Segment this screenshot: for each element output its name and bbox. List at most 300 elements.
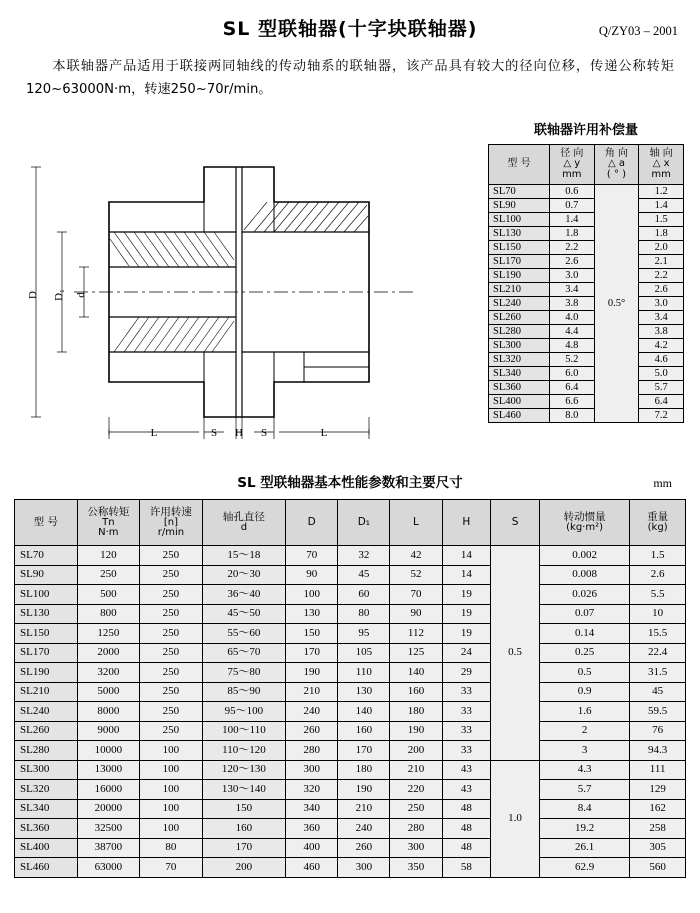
cell-axial: 5.0 (639, 367, 684, 381)
cell-L: 125 (390, 643, 442, 663)
cell-L: 350 (390, 858, 442, 878)
cell-bore: 120～130 (202, 760, 285, 780)
main-table-unit: mm (653, 476, 672, 491)
cell-radial: 3.0 (549, 269, 594, 283)
main-parameters-table (14, 499, 686, 878)
cell-D1: 180 (338, 760, 390, 780)
comp-header-axial-line2: △ x (652, 158, 670, 170)
cell-inertia: 0.14 (539, 624, 629, 644)
cell-inertia: 5.7 (539, 780, 629, 800)
table-row (15, 624, 686, 644)
coupling-assembly-drawing (14, 127, 484, 457)
cell-D: 260 (286, 721, 338, 741)
cell-D1: 160 (338, 721, 390, 741)
cell-D: 340 (286, 799, 338, 819)
cell-model: SL240 (489, 297, 550, 311)
cell-D: 300 (286, 760, 338, 780)
cell-model: SL400 (15, 838, 78, 858)
cell-axial: 4.2 (639, 339, 684, 353)
table-row (489, 367, 684, 381)
table-row (489, 213, 684, 227)
cell-torque: 16000 (77, 780, 140, 800)
table-row (489, 227, 684, 241)
table-row (489, 269, 684, 283)
cell-weight: 31.5 (630, 663, 686, 683)
cell-inertia: 0.25 (539, 643, 629, 663)
cell-D: 100 (286, 585, 338, 605)
cell-H: 48 (442, 799, 491, 819)
cell-inertia: 0.026 (539, 585, 629, 605)
cell-model: SL400 (489, 395, 550, 409)
cell-D: 170 (286, 643, 338, 663)
table-row (15, 546, 686, 566)
cell-model: SL150 (489, 241, 550, 255)
cell-D: 400 (286, 838, 338, 858)
cell-weight: 22.4 (630, 643, 686, 663)
cell-bore: 130～140 (202, 780, 285, 800)
cell-D1: 32 (338, 546, 390, 566)
cell-D1: 240 (338, 819, 390, 839)
cell-L: 300 (390, 838, 442, 858)
cell-model: SL130 (489, 227, 550, 241)
cell-radial: 2.2 (549, 241, 594, 255)
cell-inertia: 0.5 (539, 663, 629, 683)
table-row (489, 395, 684, 409)
cell-torque: 250 (77, 565, 140, 585)
table-row (489, 241, 684, 255)
cell-bore: 160 (202, 819, 285, 839)
main-header-S (491, 500, 540, 546)
cell-radial: 6.4 (549, 381, 594, 395)
main-header-torque (77, 500, 140, 546)
label-d: d (75, 292, 87, 298)
main-header-S-label: S (511, 516, 519, 529)
cell-axial: 3.4 (639, 311, 684, 325)
cell-model: SL100 (15, 585, 78, 605)
cell-model: SL90 (15, 565, 78, 585)
cell-model: SL300 (489, 339, 550, 353)
cell-D: 130 (286, 604, 338, 624)
comp-header-radial (549, 145, 594, 185)
cell-bore: 170 (202, 838, 285, 858)
cell-axial: 2.6 (639, 283, 684, 297)
main-header-bore-line2: d (240, 521, 248, 533)
cell-speed: 100 (140, 741, 203, 761)
cell-radial: 3.8 (549, 297, 594, 311)
cell-bore: 15～18 (202, 546, 285, 566)
main-header-weight-line2: (kg) (647, 521, 668, 533)
page-header (0, 0, 700, 41)
cell-axial: 7.2 (639, 409, 684, 423)
cell-L: 220 (390, 780, 442, 800)
cell-torque: 500 (77, 585, 140, 605)
cell-L: 200 (390, 741, 442, 761)
cell-radial: 6.0 (549, 367, 594, 381)
cell-bore: 65～70 (202, 643, 285, 663)
cell-inertia: 8.4 (539, 799, 629, 819)
cell-H: 24 (442, 643, 491, 663)
cell-radial: 4.0 (549, 311, 594, 325)
table-row (489, 339, 684, 353)
cell-axial: 2.0 (639, 241, 684, 255)
label-L-left: L (150, 427, 158, 440)
cell-model: SL70 (489, 185, 550, 199)
table-row (15, 721, 686, 741)
cell-torque: 38700 (77, 838, 140, 858)
cell-torque: 5000 (77, 682, 140, 702)
cell-weight: 111 (630, 760, 686, 780)
cell-weight: 258 (630, 819, 686, 839)
cell-D1: 45 (338, 565, 390, 585)
cell-model: SL360 (489, 381, 550, 395)
cell-weight: 129 (630, 780, 686, 800)
cell-model: SL150 (15, 624, 78, 644)
comp-header-model (489, 145, 550, 185)
cell-torque: 3200 (77, 663, 140, 683)
coupling-drawing-svg (14, 127, 484, 457)
cell-axial: 3.8 (639, 325, 684, 339)
table-row (489, 325, 684, 339)
compensation-table (488, 144, 684, 423)
cell-inertia: 2 (539, 721, 629, 741)
main-table-title: SL 型联轴器基本性能参数和主要尺寸 (237, 475, 463, 492)
cell-weight: 59.5 (630, 702, 686, 722)
cell-speed: 250 (140, 546, 203, 566)
main-header-speed-line3: r/min (157, 527, 185, 539)
cell-H: 43 (442, 780, 491, 800)
cell-radial: 0.7 (549, 199, 594, 213)
cell-L: 190 (390, 721, 442, 741)
comp-header-angular-line3: ( ° ) (606, 168, 627, 180)
cell-bore: 36～40 (202, 585, 285, 605)
cell-L: 70 (390, 585, 442, 605)
cell-model: SL340 (15, 799, 78, 819)
main-header-weight-line1: 重量 (647, 510, 669, 523)
cell-radial: 2.6 (549, 255, 594, 269)
cell-model: SL190 (489, 269, 550, 283)
cell-weight: 560 (630, 858, 686, 878)
cell-D1: 170 (338, 741, 390, 761)
cell-speed: 80 (140, 838, 203, 858)
cell-bore: 110～120 (202, 741, 285, 761)
cell-speed: 250 (140, 604, 203, 624)
cell-H: 33 (442, 702, 491, 722)
cell-D1: 80 (338, 604, 390, 624)
cell-D1: 130 (338, 682, 390, 702)
cell-weight: 1.5 (630, 546, 686, 566)
cell-D: 240 (286, 702, 338, 722)
table-row (489, 199, 684, 213)
table-row (15, 643, 686, 663)
cell-model: SL460 (489, 409, 550, 423)
comp-header-axial-line1: 轴 向 (649, 147, 673, 159)
compensation-table-section (488, 119, 684, 423)
cell-H: 29 (442, 663, 491, 683)
cell-D1: 300 (338, 858, 390, 878)
table-header-row (15, 500, 686, 546)
cell-D1: 95 (338, 624, 390, 644)
cell-model: SL210 (15, 682, 78, 702)
cell-torque: 63000 (77, 858, 140, 878)
cell-H: 33 (442, 682, 491, 702)
main-header-H (442, 500, 491, 546)
cell-torque: 20000 (77, 799, 140, 819)
cell-model: SL260 (489, 311, 550, 325)
cell-D1: 110 (338, 663, 390, 683)
cell-radial: 8.0 (549, 409, 594, 423)
cell-bore: 45～50 (202, 604, 285, 624)
cell-inertia: 3 (539, 741, 629, 761)
table-row (15, 741, 686, 761)
main-header-inertia-line2: (kg·m²) (566, 521, 604, 533)
cell-weight: 162 (630, 799, 686, 819)
cell-H: 48 (442, 838, 491, 858)
cell-inertia: 0.008 (539, 565, 629, 585)
cell-weight: 10 (630, 604, 686, 624)
cell-inertia: 0.002 (539, 546, 629, 566)
main-header-D1 (338, 500, 390, 546)
cell-inertia: 26.1 (539, 838, 629, 858)
cell-H: 19 (442, 624, 491, 644)
cell-axial: 2.1 (639, 255, 684, 269)
cell-bore: 95～100 (202, 702, 285, 722)
main-header-L (390, 500, 442, 546)
label-L-right: L (320, 427, 328, 440)
main-header-model-line1: 型 号 (33, 516, 58, 529)
cell-torque: 10000 (77, 741, 140, 761)
main-table-body (15, 546, 686, 878)
cell-speed: 250 (140, 663, 203, 683)
cell-torque: 8000 (77, 702, 140, 722)
cell-L: 280 (390, 819, 442, 839)
comp-header-radial-line3: mm (562, 168, 582, 180)
cell-radial: 1.4 (549, 213, 594, 227)
cell-torque: 120 (77, 546, 140, 566)
cell-L: 140 (390, 663, 442, 683)
cell-axial: 1.5 (639, 213, 684, 227)
cell-L: 180 (390, 702, 442, 722)
cell-radial: 6.6 (549, 395, 594, 409)
main-header-bore (202, 500, 285, 546)
cell-bore: 20～30 (202, 565, 285, 585)
cell-D1: 260 (338, 838, 390, 858)
cell-H: 14 (442, 565, 491, 585)
main-header-torque-line2: Tn (102, 516, 115, 528)
cell-axial: 3.0 (639, 297, 684, 311)
cell-L: 112 (390, 624, 442, 644)
main-header-D (286, 500, 338, 546)
cell-radial: 1.8 (549, 227, 594, 241)
cell-model: SL320 (489, 353, 550, 367)
cell-axial: 1.8 (639, 227, 684, 241)
cell-torque: 32500 (77, 819, 140, 839)
standard-code: Q/ZY03 – 2001 (598, 24, 678, 38)
cell-model: SL130 (15, 604, 78, 624)
table-row (15, 702, 686, 722)
cell-angular: 0.5° (594, 185, 639, 423)
cell-bore: 55～60 (202, 624, 285, 644)
cell-speed: 100 (140, 780, 203, 800)
main-header-D1-label: D₁ (357, 516, 370, 529)
page-title: SL 型联轴器(十字块联轴器) (222, 18, 478, 40)
cell-bore: 100～110 (202, 721, 285, 741)
table-row (489, 297, 684, 311)
comp-header-radial-line2: △ y (563, 158, 581, 170)
table-row (15, 799, 686, 819)
label-S-left: S (210, 427, 218, 440)
cell-torque: 800 (77, 604, 140, 624)
comp-header-axial-line3: mm (651, 168, 671, 180)
cell-speed: 70 (140, 858, 203, 878)
cell-speed: 100 (140, 760, 203, 780)
cell-inertia: 4.3 (539, 760, 629, 780)
main-header-model (15, 500, 78, 546)
cell-radial: 4.4 (549, 325, 594, 339)
label-S-right: S (260, 427, 268, 440)
cell-L: 42 (390, 546, 442, 566)
cell-L: 210 (390, 760, 442, 780)
cell-torque: 1250 (77, 624, 140, 644)
main-header-torque-line1: 公称转矩 (87, 505, 130, 518)
comp-header-angular-line1: 角 向 (604, 147, 629, 159)
cell-D: 320 (286, 780, 338, 800)
cell-D1: 60 (338, 585, 390, 605)
cell-L: 160 (390, 682, 442, 702)
table-row (489, 353, 684, 367)
main-header-L-label: L (413, 516, 419, 529)
comp-header-angular-line2: △ a (607, 158, 625, 170)
cell-model: SL460 (15, 858, 78, 878)
cell-speed: 250 (140, 585, 203, 605)
comp-header-model-line1: 型 号 (507, 158, 531, 170)
cell-inertia: 0.07 (539, 604, 629, 624)
table-row (15, 819, 686, 839)
cell-speed: 250 (140, 702, 203, 722)
cell-model: SL170 (489, 255, 550, 269)
cell-D: 460 (286, 858, 338, 878)
cell-weight: 94.3 (630, 741, 686, 761)
cell-model: SL260 (15, 721, 78, 741)
main-header-D-label: D (307, 516, 316, 529)
cell-weight: 305 (630, 838, 686, 858)
cell-L: 52 (390, 565, 442, 585)
cell-S-group1: 0.5 (491, 546, 540, 761)
cell-inertia: 1.6 (539, 702, 629, 722)
cell-H: 19 (442, 604, 491, 624)
cell-H: 43 (442, 760, 491, 780)
cell-torque: 2000 (77, 643, 140, 663)
cell-D: 210 (286, 682, 338, 702)
cell-H: 33 (442, 721, 491, 741)
table-row (15, 682, 686, 702)
cell-model: SL340 (489, 367, 550, 381)
comp-header-axial (639, 145, 684, 185)
table-row (15, 565, 686, 585)
cell-D1: 140 (338, 702, 390, 722)
cell-axial: 4.6 (639, 353, 684, 367)
cell-H: 19 (442, 585, 491, 605)
compensation-table-title: 联轴器许用补偿量 (533, 123, 638, 139)
cell-model: SL360 (15, 819, 78, 839)
cell-D: 70 (286, 546, 338, 566)
cell-D: 90 (286, 565, 338, 585)
cell-axial: 6.4 (639, 395, 684, 409)
comp-header-angular (594, 145, 639, 185)
table-row (15, 585, 686, 605)
cell-radial: 4.8 (549, 339, 594, 353)
cell-bore: 75～80 (202, 663, 285, 683)
main-header-speed-line2: [n] (163, 516, 178, 528)
table-row (489, 409, 684, 423)
table-row (489, 255, 684, 269)
cell-D: 150 (286, 624, 338, 644)
main-header-speed (140, 500, 203, 546)
cell-model: SL280 (489, 325, 550, 339)
cell-axial: 1.4 (639, 199, 684, 213)
cell-H: 14 (442, 546, 491, 566)
cell-model: SL70 (15, 546, 78, 566)
table-row (15, 760, 686, 780)
cell-H: 33 (442, 741, 491, 761)
cell-model: SL300 (15, 760, 78, 780)
cell-S-group2: 1.0 (491, 760, 540, 877)
main-table-title-row (0, 471, 700, 491)
cell-L: 90 (390, 604, 442, 624)
cell-radial: 0.6 (549, 185, 594, 199)
cell-axial: 1.2 (639, 185, 684, 199)
main-header-inertia (539, 500, 629, 546)
table-row (489, 311, 684, 325)
cell-model: SL320 (15, 780, 78, 800)
main-header-torque-line3: N·m (98, 527, 119, 539)
cell-speed: 250 (140, 682, 203, 702)
cell-inertia: 0.9 (539, 682, 629, 702)
cell-model: SL90 (489, 199, 550, 213)
label-D: D (27, 291, 39, 300)
main-header-inertia-line1: 转动惯量 (563, 510, 606, 523)
table-header-row (489, 145, 684, 185)
cell-weight: 5.5 (630, 585, 686, 605)
table-row (15, 780, 686, 800)
table-row (15, 858, 686, 878)
cell-weight: 2.6 (630, 565, 686, 585)
cell-radial: 3.4 (549, 283, 594, 297)
table-row (489, 185, 684, 199)
table-row (489, 381, 684, 395)
table-row (15, 663, 686, 683)
main-header-speed-line1: 许用转速 (149, 505, 192, 518)
cell-axial: 5.7 (639, 381, 684, 395)
cell-bore: 150 (202, 799, 285, 819)
cell-speed: 250 (140, 721, 203, 741)
label-D1: D₁ (53, 289, 65, 302)
cell-H: 58 (442, 858, 491, 878)
cell-D: 190 (286, 663, 338, 683)
main-header-weight (630, 500, 686, 546)
cell-model: SL240 (15, 702, 78, 722)
cell-speed: 250 (140, 624, 203, 644)
intro-paragraph: 本联轴器产品适用于联接两同轴线的传动轴系的联轴器，该产品具有较大的径向位移，传递公称转矩120~63000N·m，转速250~70r/min。 (26, 59, 674, 98)
cell-L: 250 (390, 799, 442, 819)
cell-torque: 9000 (77, 721, 140, 741)
label-H: H (235, 427, 243, 440)
cell-inertia: 19.2 (539, 819, 629, 839)
cell-radial: 5.2 (549, 353, 594, 367)
comp-header-radial-line1: 径 向 (560, 147, 584, 159)
cell-weight: 76 (630, 721, 686, 741)
cell-weight: 15.5 (630, 624, 686, 644)
cell-model: SL210 (489, 283, 550, 297)
